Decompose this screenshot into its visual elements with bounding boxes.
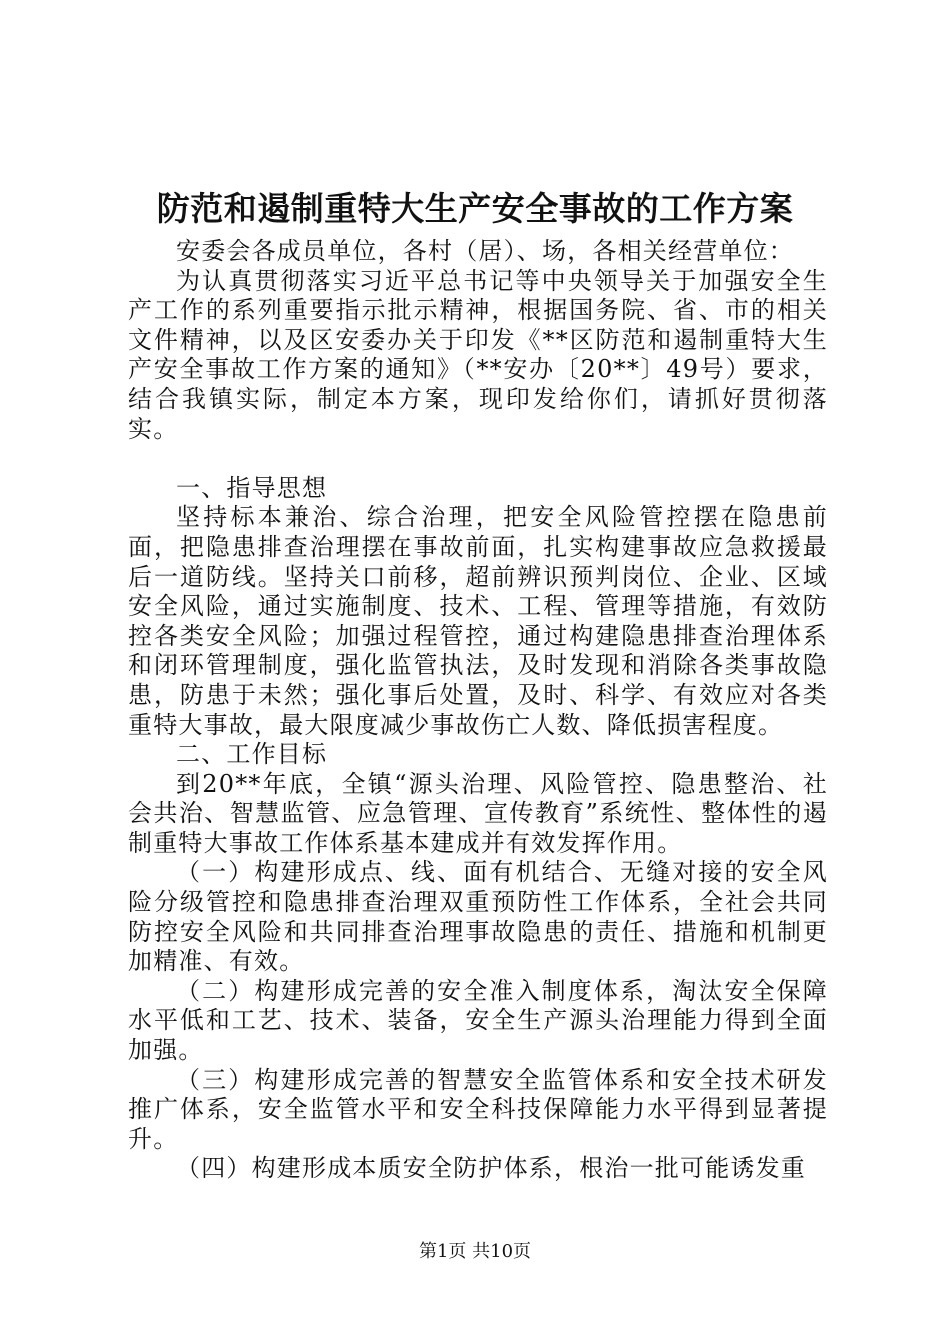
goal-item-2: （二）构建形成完善的安全准入制度体系，淘汰安全保障水平低和工艺、技术、装备，安全生产源头治理能力得到全面加强。 [128,976,828,1065]
goal-item-3: （三）构建形成完善的智慧安全监管体系和安全技术研发推广体系，安全监管水平和安全科技保障能力水平得到显著提升。 [128,1065,828,1153]
guiding-ideology-paragraph: 坚持标本兼治、综合治理，把安全风险管控摆在隐患前面，把隐患排查治理摆在事故前面，扎实构建事故应急救援最后一道防线。坚持关口前移，超前辨识预判岗位、企业、区域安全风险，通过实施制度、技术、工程、管理等措施，有效防控各类安全风险；加强过程管控，通过构建隐患排查治理体系和闭环管理制度，强化监管执法，及时发现和消除各类事故隐患，防患于未然；强化事后处置，及时、科学、有效应对各类重特大事故，最大限度减少事故伤亡人数、降低损害程度。 [128,503,828,739]
page-footer: 第1页 共10页 [418,1241,532,1262]
work-goals-paragraph: 到20**年底，全镇“源头治理、风险管控、隐患整治、社会共治、智慧监管、应急管理、宣传教育”系统性、整体性的遏制重特大事故工作体系基本建成并有效发挥作用。 [128,769,828,857]
intro-paragraph: 为认真贯彻落实习近平总书记等中央领导关于加强安全生产工作的系列重要指示批示精神，根据国务院、省、市的相关文件精神，以及区安委办关于印发《**区防范和遏制重特大生产安全事故工作方案的通知》（**安办〔20**〕49号）要求，结合我镇实际，制定本方案，现印发给你们，请抓好贯彻落实。 [128,266,828,443]
goal-item-1: （一）构建形成点、线、面有机结合、无缝对接的安全风险分级管控和隐患排查治理双重预防性工作体系，全社会共同防控安全风险和共同排查治理事故隐患的责任、措施和机制更加精准、有效。 [128,858,828,976]
salutation-paragraph: 安委会各成员单位，各村（居）、场，各相关经营单位： [176,237,794,265]
document-body [128,237,828,1184]
section-heading-work-goals: 二、工作目标 [176,740,328,769]
document-title: 防范和遏制重特大生产安全事故的工作方案 [156,189,794,228]
goal-item-4: （四）构建形成本质安全防护体系，根治一批可能诱发重 [176,1154,806,1183]
section-heading-guiding-ideology: 一、指导思想 [176,473,328,502]
